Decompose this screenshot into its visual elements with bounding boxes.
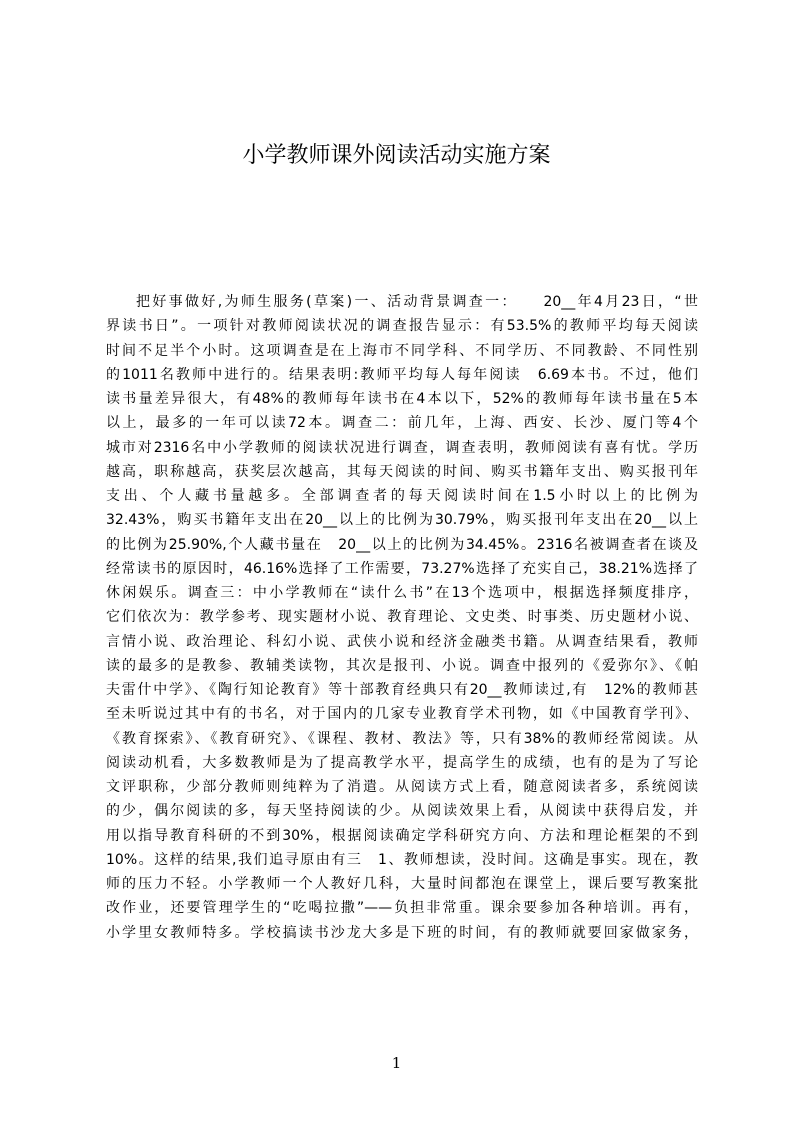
- text-line: 读书量差异很大，有48%的教师每年读书在4本以下，52%的教师每年读书量在5本: [106, 391, 698, 407]
- text-line: 它们依次为：教学参考、现实题材小说、教育理论、文史类、时事类、历史题材小说、: [106, 609, 698, 626]
- text-line: 越高，职称越高，获奖层次越高，其每天阅读的时间、购买书籍年支出、购买报刊年: [106, 463, 698, 480]
- text-line: 的少，偶尔阅读的多，每天坚持阅读的少。从阅读效果上看，从阅读中获得启发，并: [106, 803, 698, 820]
- document-title: 小学教师课外阅读活动实施方案: [242, 143, 551, 168]
- text-line: 把好事做好,为师生服务(草案)一、活动背景调查一： 20__年4月23日，“世: [136, 294, 698, 310]
- text-line: 支出、个人藏书量越多。全部调查者的每天阅读时间在1.5小时以上的比例为: [106, 488, 698, 504]
- text-line: 的比例为25.90%,个人藏书量在 20__以上的比例为34.45%。2316名被调查者在谈及: [106, 536, 698, 553]
- text-line: 32.43%，购买书籍年支出在20__以上的比例为30.79%，购买报刊年支出在20__以上: [106, 512, 698, 529]
- text-line: 言情小说、政治理论、科幻小说、武侠小说和经济金融类书籍。从调查结果看，教师: [106, 633, 698, 650]
- text-line: 用以指导教育科研的不到30%，根据阅读确定学科研究方向、方法和理论框架的不到: [106, 827, 698, 844]
- text-line: 10%。这样的结果,我们追寻原由有三 1、教师想读，没时间。这确是事实。现在，教: [106, 851, 698, 868]
- text-line: 文评职称，少部分教师则纯粹为了消遣。从阅读方式上看，随意阅读者多，系统阅读: [106, 779, 698, 795]
- text-line: 小学里女教师特多。学校搞读书沙龙大多是下班的时间，有的教师就要回家做家务，: [106, 924, 698, 941]
- text-line: 以上，最多的一年可以读72本。调查二：前几年，上海、西安、长沙、厦门等4个: [106, 415, 698, 432]
- text-line: 改作业，还要管理学生的“吃喝拉撒”——负担非常重。课余要参加各种培训。再有，: [106, 900, 698, 917]
- text-line: 城市对2316名中小学教师的阅读状况进行调查，调查表明，教师阅读有喜有忧。学历: [106, 439, 698, 456]
- text-line: 阅读动机看，大多数教师是为了提高教学水平，提高学生的成绩，也有的是为了写论: [106, 754, 698, 771]
- body-text: [106, 290, 698, 945]
- text-line: 时间不足半个小时。这项调查是在上海市不同学科、不同学历、不同教龄、不同性别: [106, 342, 698, 359]
- text-line: 至未听说过其中有的书名，对于国内的几家专业教育学术刊物，如《中国教育学刊》、: [106, 706, 698, 723]
- page-number: 1: [391, 1054, 402, 1072]
- text-line: 师的压力不轻。小学教师一个人教好几科，大量时间都泡在课堂上，课后要写教案批: [106, 876, 698, 892]
- text-line: 的1011名教师中进行的。结果表明:教师平均每人每年阅读 6.69本书。不过，他们: [106, 366, 698, 383]
- text-line: 休闲娱乐。调查三：中小学教师在“读什么书”在13个选项中，根据选择频度排序，: [106, 585, 698, 601]
- text-line: 夫雷什中学》、《陶行知论教育》等十部教育经典只有20__教师读过,有 12%的教师甚: [106, 682, 698, 698]
- text-line: 界读书日”。一项针对教师阅读状况的调查报告显示：有53.5%的教师平均每天阅读: [106, 318, 698, 335]
- text-line: 经常读书的原因时，46.16%选择了工作需要，73.27%选择了充实自己，38.21%选择了: [106, 560, 698, 577]
- text-line: 《教育探索》、《教育研究》、《课程、教材、教法》等，只有38%的教师经常阅读。从: [106, 730, 698, 747]
- text-line: 读的最多的是教参、教辅类读物，其次是报刊、小说。调查中报列的《爱弥尔》、《帕: [106, 657, 698, 674]
